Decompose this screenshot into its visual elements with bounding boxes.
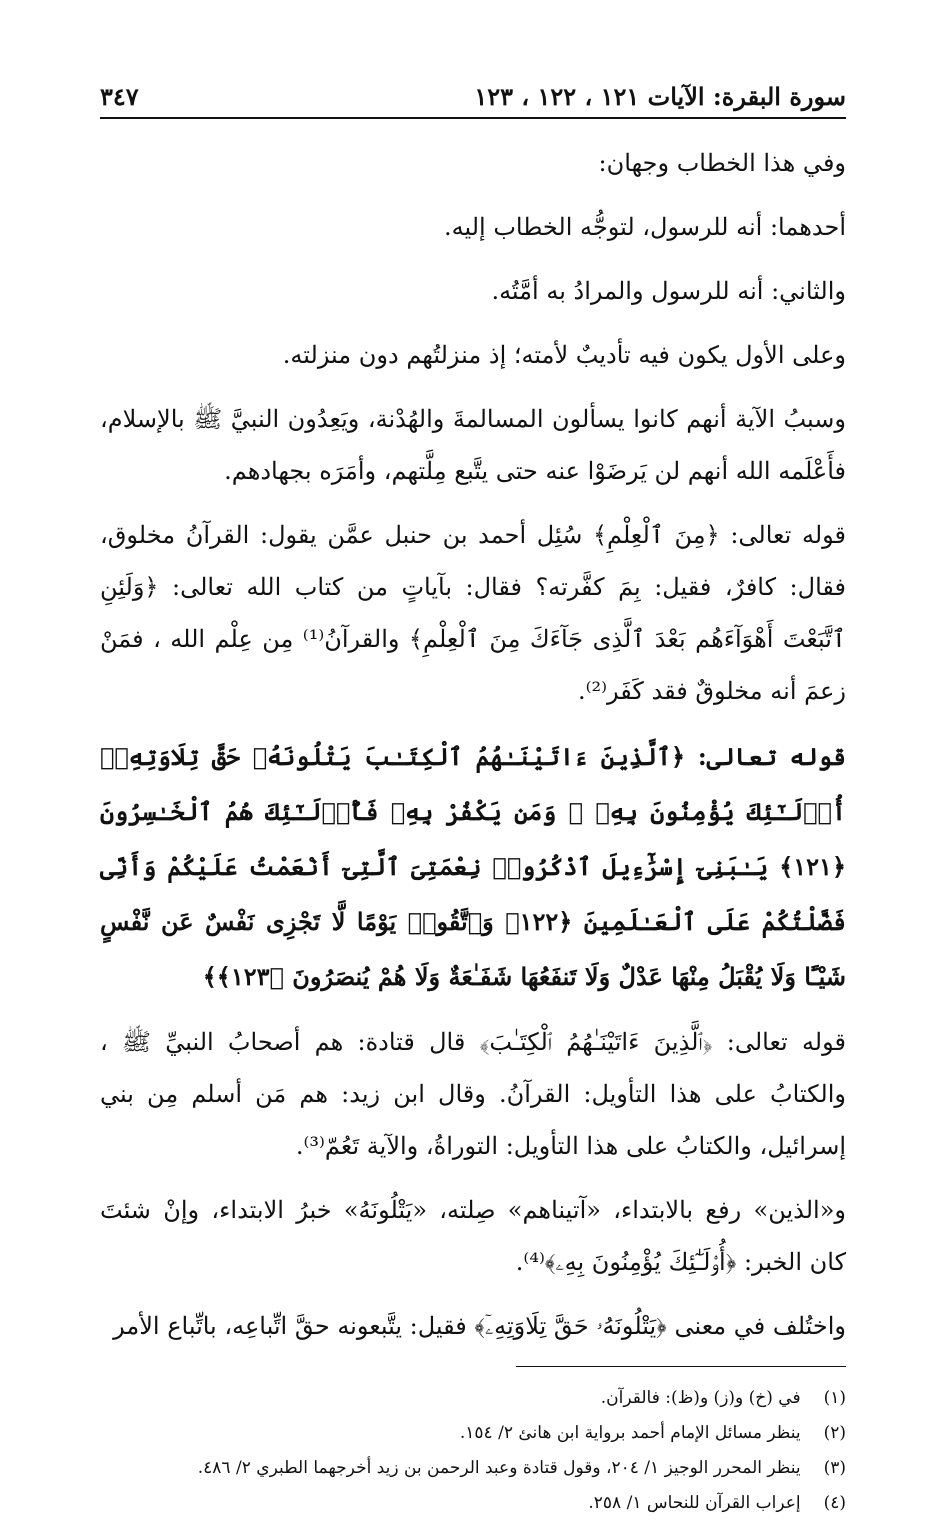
footnote-item xyxy=(100,1416,846,1451)
book-page xyxy=(100,82,846,1521)
paragraph-first-view-note: وعلى الأول يكون فيه تأديبٌ لأمته؛ إذ منزلتُهم دون منزلته. xyxy=(282,341,846,369)
footnote-item xyxy=(100,1486,846,1521)
paragraph-qatada: قوله تعالى: ﴿ٱلَّذِينَ ءَاتَيْنَـٰهُمُ ٱلْكِتَـٰبَ﴾ قال قتادة: هم أصحابُ النبيِّ ﷺ ، والكتابُ على هذا التأويل: القرآنُ. وقال ابن زيد: هم مَن أسلم مِن بني إسرائيل، والكتابُ على هذا التأويل: التوراةُ، والآية تَعُمّ⁽³⁾. xyxy=(100,1028,846,1160)
footnote-text: ينظر مسائل الإمام أحمد برواية ابن هانئ ٢/ ١٥٤. xyxy=(459,1423,801,1443)
main-text xyxy=(100,137,846,1352)
paragraph-occasion: وسببُ الآية أنهم كانوا يسألون المسالمةَ والهُدْنة، ويَعِدُون النبيَّ ﷺ بالإسلام، فأَعْلَمه الله أنهم لن يَرضَوْا عنه حتى يتَّبع مِلَّتهم، وأمَرَه بجهادهم. xyxy=(100,405,846,485)
footnote-number: (٢) xyxy=(823,1423,846,1443)
paragraph-meaning: واختُلف في معنى ﴿يَتْلُونَهُۥ حَقَّ تِلَاوَتِهِۦٓ﴾ فقيل: يتَّبعونه حقَّ اتِّباعِه، باتِّباع الأمر xyxy=(113,1312,846,1340)
footnote-text: إعراب القرآن للنحاس ١/ ٢٥٨. xyxy=(588,1493,801,1513)
footnote-number: (٤) xyxy=(823,1493,846,1513)
footnote-text: ينظر المحرر الوجيز ١/ ٢٠٤، وقول قتادة وعبد الرحمن بن زيد أخرجهما الطبري ٢/ ٤٨٦. xyxy=(197,1458,801,1478)
footnote-number: (١) xyxy=(823,1388,846,1408)
footnote-divider xyxy=(516,1366,846,1367)
running-title: سورة البقرة: الآيات ١٢١ ، ١٢٢ ، ١٢٣ xyxy=(474,82,846,111)
verse-passage: قوله تعالى: ﴿ٱلَّذِينَ ءَاتَيْنَـٰهُمُ ٱلْكِتَـٰبَ يَتْلُونَهُۥ حَقَّ تِلَاوَتِهِۦٓ أُو۟لَـٰٓئِكَ يُؤْمِنُونَ بِهِۦ ۗ وَمَن يَكْفُرْ بِهِۦ فَأُو۟لَـٰٓئِكَ هُمُ ٱلْخَـٰسِرُونَ ﴿١٢١﴾ يَـٰبَنِىٓ إِسْرَٰٓءِيلَ ٱذْكُرُوا۟ نِعْمَتِىَ ٱلَّتِىٓ أَنْعَمْتُ عَلَيْكُمْ وَأَنِّى فَضَّلْتُكُمْ عَلَى ٱلْعَـٰلَمِينَ ﴿١٢٢﴾ وَٱتَّقُوا۟ يَوْمًا لَّا تَجْزِى نَفْسٌ عَن نَّفْسٍ شَيْـًٔا وَلَا يُقْبَلُ مِنْهَا عَدْلٌ وَلَا تَنفَعُهَا شَفَـٰعَةٌ وَلَا هُمْ يُنصَرُونَ ﴿١٢٣﴾﴾ xyxy=(100,742,847,991)
footnote-item xyxy=(100,1381,846,1416)
paragraph-first-view: أحدهما: أنه للرسول، لتوجُّه الخطاب إليه. xyxy=(443,213,846,241)
footnotes xyxy=(100,1381,846,1521)
paragraph-intro: وفي هذا الخطاب وجهان: xyxy=(598,149,846,177)
footnote-item xyxy=(100,1451,846,1486)
paragraph-second-view: والثاني: أنه للرسول والمرادُ به أمَّتُه. xyxy=(491,277,846,305)
footnote-text: في (خ) و(ز) و(ظ): فالقرآن. xyxy=(600,1388,801,1408)
running-header xyxy=(100,82,846,119)
paragraph-ahmad-quote: قوله تعالى: ﴿مِنَ ٱلْعِلْمِ﴾ سُئِل أحمد بن حنبل عمَّن يقول: القرآنُ مخلوق، فقال: كافرٌ، فقيل: بِمَ كفَّرته؟ فقال: بآياتٍ من كتاب الله تعالى: ﴿وَلَئِنِ ٱتَّبَعْتَ أَهْوَآءَهُم بَعْدَ ٱلَّذِى جَآءَكَ مِنَ ٱلْعِلْمِ﴾ والقرآنُ⁽¹⁾ مِن عِلْم الله ، فمَنْ زعمَ أنه مخلوقٌ فقد كَفَر⁽²⁾. xyxy=(100,521,846,705)
paragraph-grammar: و«الذين» رفع بالابتداء، «آتيناهم» صِلته، «يَتْلُونَهُ» خبرُ الابتداء، وإنْ شئتَ كان الخبر: ﴿أُو۟لَـٰٓئِكَ يُؤْمِنُونَ بِهِۦ﴾⁽⁴⁾. xyxy=(100,1196,846,1276)
page-number: ٣٤٧ xyxy=(100,82,139,111)
footnote-number: (٣) xyxy=(823,1458,846,1478)
